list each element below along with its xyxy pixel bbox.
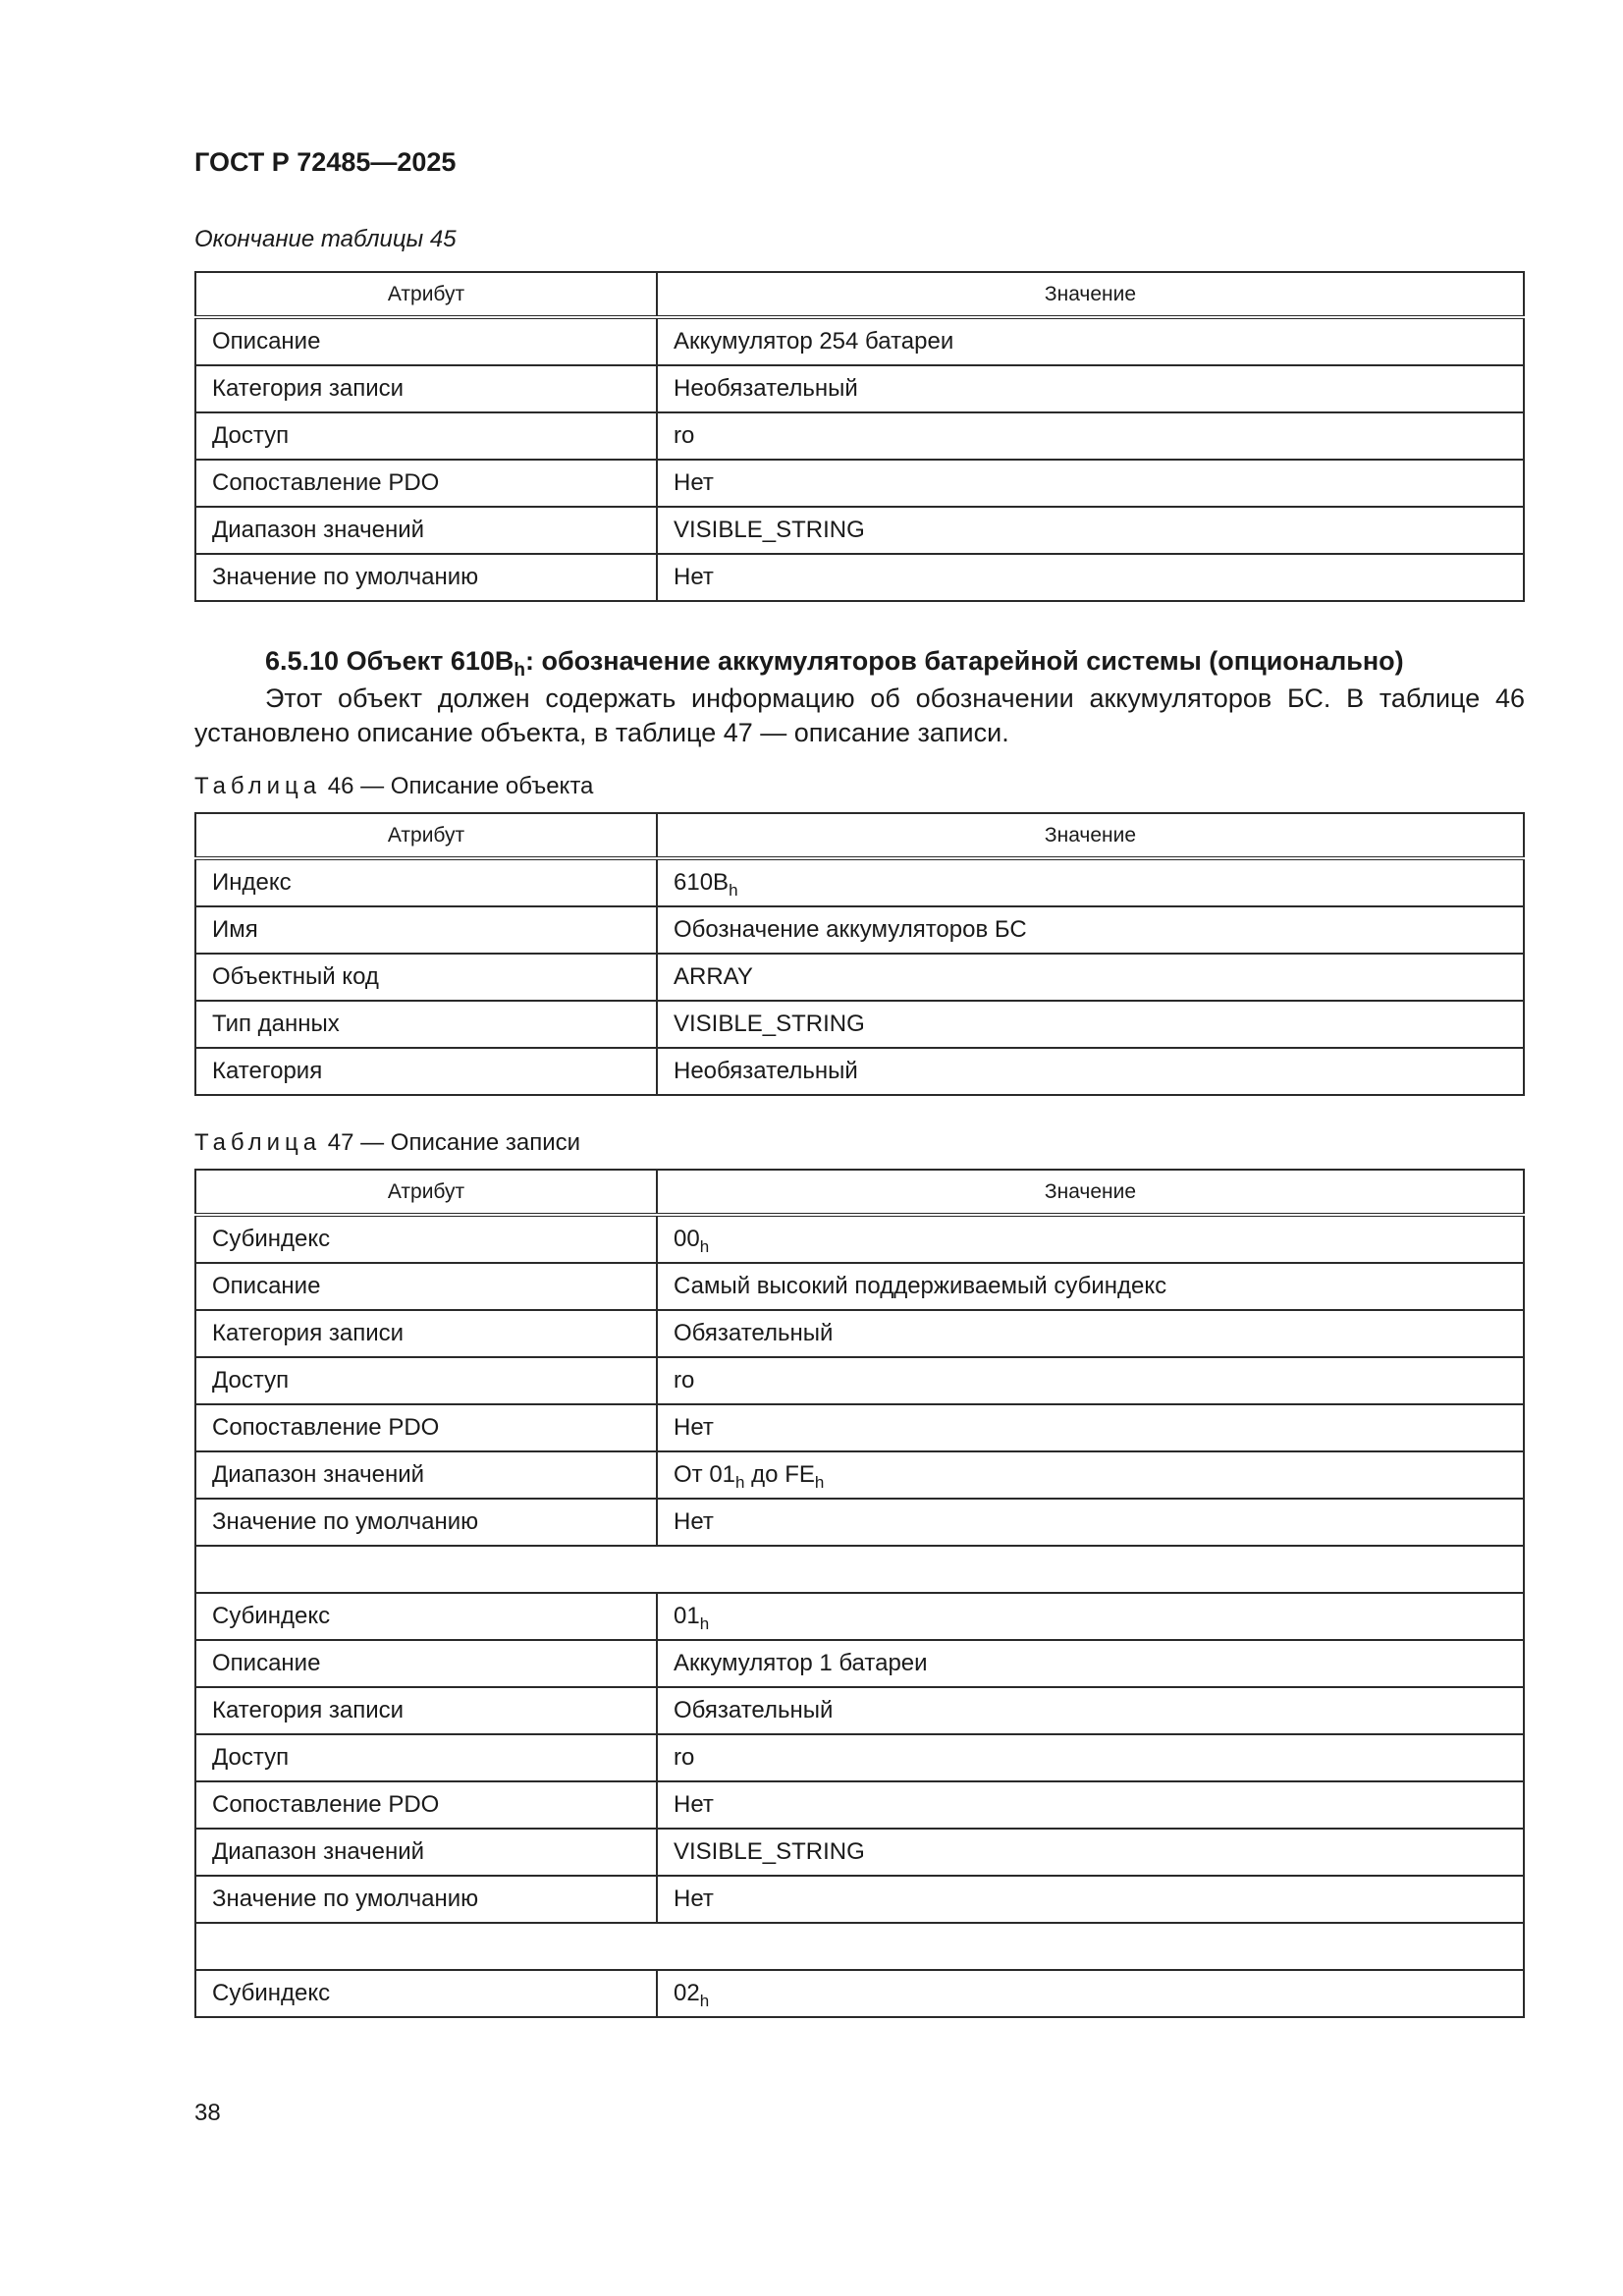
- section-paragraph: Этот объект должен содержать информацию об обозначении аккумуляторов БС. В таблице 46 установлено описание объекта, в таблице 47 — описание записи.: [194, 683, 1525, 747]
- table-row: [195, 1499, 1524, 1546]
- header-attribute: Атрибут: [195, 272, 657, 317]
- value-cell: [657, 1215, 1524, 1263]
- table-row: [195, 365, 1524, 412]
- table-row: [195, 1593, 1524, 1640]
- table-row: [195, 1310, 1524, 1357]
- attribute-cell: Диапазон значений: [195, 1451, 657, 1499]
- table-row: [195, 858, 1524, 906]
- attribute-cell: Описание: [195, 1263, 657, 1310]
- table-row: [195, 1357, 1524, 1404]
- header-value: Значение: [657, 813, 1524, 858]
- subindex-value: 01: [674, 1603, 700, 1629]
- attribute-cell: Доступ: [195, 1734, 657, 1781]
- section-title-rest: : обозначение аккумуляторов батарейной системы (опционально): [525, 646, 1404, 676]
- table-row: [195, 1640, 1524, 1687]
- hex-subscript: h: [514, 660, 525, 681]
- table-row: [195, 954, 1524, 1001]
- value-cell: ARRAY: [657, 954, 1524, 1001]
- attribute-cell: Описание: [195, 317, 657, 365]
- value-cell: Обозначение аккумуляторов БС: [657, 906, 1524, 954]
- attribute-cell: Субиндекс: [195, 1215, 657, 1263]
- attribute-cell: Сопоставление PDO: [195, 1404, 657, 1451]
- attribute-cell: Значение по умолчанию: [195, 1876, 657, 1923]
- attribute-cell: Доступ: [195, 412, 657, 460]
- table-row: [195, 1781, 1524, 1829]
- table-row: [195, 412, 1524, 460]
- value-cell: Необязательный: [657, 1048, 1524, 1095]
- value-cell: ro: [657, 412, 1524, 460]
- value-cell: [657, 1451, 1524, 1499]
- value-cell: Нет: [657, 554, 1524, 601]
- table-row: [195, 460, 1524, 507]
- table-row: [195, 1001, 1524, 1048]
- attribute-cell: Индекс: [195, 858, 657, 906]
- table47-caption: [194, 1129, 580, 1157]
- table46-caption-word: Таблица: [194, 773, 322, 799]
- table-row: [195, 1263, 1524, 1310]
- value-cell: Нет: [657, 460, 1524, 507]
- attribute-cell: Субиндекс: [195, 1593, 657, 1640]
- value-cell: Нет: [657, 1876, 1524, 1923]
- table-47: [194, 1169, 1525, 2018]
- table-header-row: [195, 272, 1524, 317]
- table-row: [195, 1215, 1524, 1263]
- value-cell: [657, 858, 1524, 906]
- attribute-cell: Категория: [195, 1048, 657, 1095]
- attribute-cell: Имя: [195, 906, 657, 954]
- attribute-cell: Субиндекс: [195, 1970, 657, 2017]
- value-cell: Нет: [657, 1499, 1524, 1546]
- header-attribute: Атрибут: [195, 813, 657, 858]
- hex-subscript: h: [699, 1614, 710, 1633]
- table-row: [195, 317, 1524, 365]
- table47-caption-word: Таблица: [194, 1129, 322, 1156]
- attribute-cell: Категория записи: [195, 365, 657, 412]
- subindex-value: 00: [674, 1226, 700, 1252]
- header-value: Значение: [657, 1170, 1524, 1215]
- attribute-cell: Значение по умолчанию: [195, 1499, 657, 1546]
- value-cell: Самый высокий поддерживаемый субиндекс: [657, 1263, 1524, 1310]
- hex-subscript: h: [729, 881, 738, 900]
- section-title: [265, 646, 1404, 681]
- attribute-cell: Категория записи: [195, 1687, 657, 1734]
- attribute-cell: Сопоставление PDO: [195, 460, 657, 507]
- table-row: [195, 1451, 1524, 1499]
- table-row: [195, 1404, 1524, 1451]
- attribute-cell: Тип данных: [195, 1001, 657, 1048]
- header-value: Значение: [657, 272, 1524, 317]
- hex-subscript: h: [735, 1473, 745, 1492]
- attribute-cell: Доступ: [195, 1357, 657, 1404]
- value-cell: Необязательный: [657, 365, 1524, 412]
- index-value: 610B: [674, 869, 730, 896]
- table45-caption: Окончание таблицы 45: [194, 226, 457, 252]
- value-cell: Обязательный: [657, 1310, 1524, 1357]
- value-cell: ro: [657, 1357, 1524, 1404]
- table47-caption-rest: 47 — Описание записи: [321, 1129, 581, 1156]
- attribute-cell: Сопоставление PDO: [195, 1781, 657, 1829]
- header-attribute: Атрибут: [195, 1170, 657, 1215]
- table-header-row: [195, 1170, 1524, 1215]
- hex-subscript: h: [699, 1992, 710, 2010]
- attribute-cell: Диапазон значений: [195, 1829, 657, 1876]
- attribute-cell: Описание: [195, 1640, 657, 1687]
- range-from: От 01: [674, 1461, 736, 1488]
- value-cell: [657, 1593, 1524, 1640]
- table-45: [194, 271, 1525, 602]
- empty-separator-cell: [195, 1923, 1524, 1970]
- document-header: ГОСТ Р 72485—2025: [194, 147, 457, 177]
- table46-caption: [194, 773, 593, 800]
- separator-row: [195, 1546, 1524, 1593]
- page-number: 38: [194, 2100, 221, 2126]
- separator-row: [195, 1923, 1524, 1970]
- value-cell: VISIBLE_STRING: [657, 507, 1524, 554]
- attribute-cell: Значение по умолчанию: [195, 554, 657, 601]
- value-cell: Аккумулятор 1 батареи: [657, 1640, 1524, 1687]
- range-to: до FE: [744, 1461, 815, 1488]
- attribute-cell: Объектный код: [195, 954, 657, 1001]
- table-row: [195, 1829, 1524, 1876]
- empty-separator-cell: [195, 1546, 1524, 1593]
- section-title-main: 6.5.10 Объект 610B: [265, 646, 514, 676]
- table-row: [195, 906, 1524, 954]
- value-cell: Аккумулятор 254 батареи: [657, 317, 1524, 365]
- table-46: [194, 812, 1525, 1096]
- subindex-value: 02: [674, 1980, 700, 2006]
- table46-caption-rest: 46 — Описание объекта: [321, 773, 594, 799]
- value-cell: VISIBLE_STRING: [657, 1001, 1524, 1048]
- value-cell: [657, 1970, 1524, 2017]
- table-row: [195, 1687, 1524, 1734]
- table-row: [195, 1970, 1524, 2017]
- value-cell: Нет: [657, 1404, 1524, 1451]
- value-cell: Нет: [657, 1781, 1524, 1829]
- value-cell: Обязательный: [657, 1687, 1524, 1734]
- value-cell: ro: [657, 1734, 1524, 1781]
- value-cell: VISIBLE_STRING: [657, 1829, 1524, 1876]
- table-row: [195, 554, 1524, 601]
- table-row: [195, 1734, 1524, 1781]
- hex-subscript: h: [814, 1473, 825, 1492]
- table-row: [195, 507, 1524, 554]
- attribute-cell: Категория записи: [195, 1310, 657, 1357]
- hex-subscript: h: [699, 1237, 710, 1256]
- attribute-cell: Диапазон значений: [195, 507, 657, 554]
- table-header-row: [195, 813, 1524, 858]
- table-row: [195, 1876, 1524, 1923]
- table-row: [195, 1048, 1524, 1095]
